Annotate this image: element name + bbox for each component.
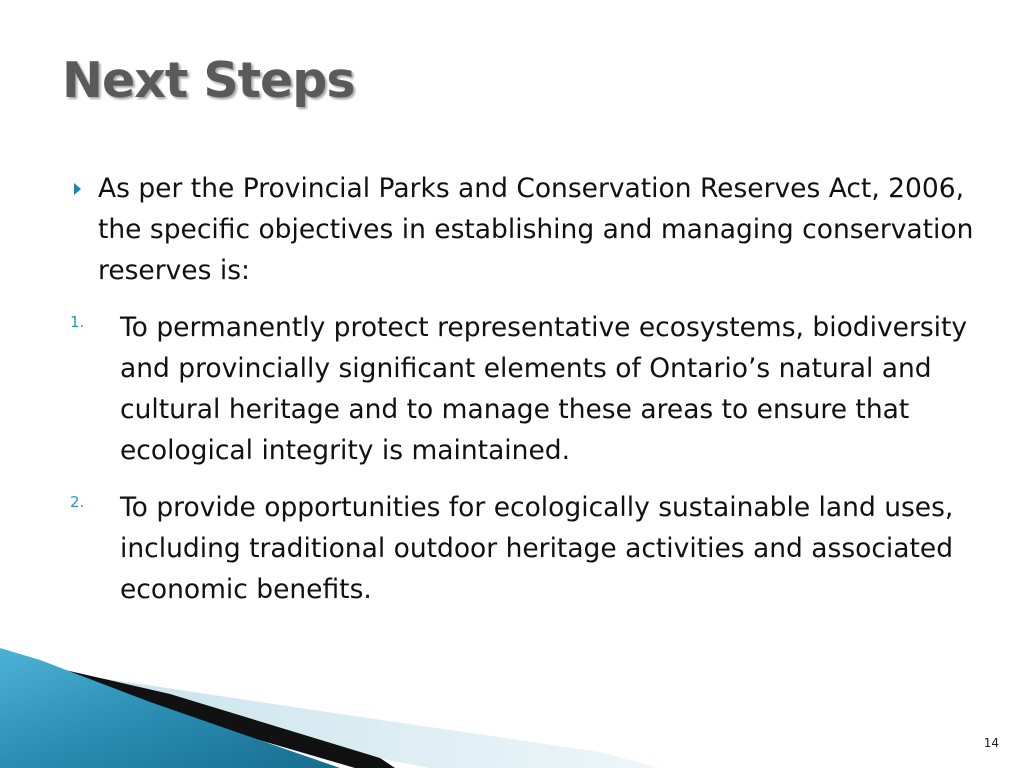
wave-blue-band bbox=[0, 648, 340, 768]
numbered-item-1-marker: 1. bbox=[70, 313, 85, 331]
numbered-item-1-text: To permanently protect representative ecosystems, biodiversity and provincially significant elements of Ontario’s natural and cultural heritage and to manage these areas to ensure that ecological integrity is maintained. bbox=[120, 312, 968, 466]
numbered-item-2-marker: 2. bbox=[70, 493, 85, 511]
bullet-arrow-icon bbox=[74, 183, 81, 195]
intro-bullet-text: As per the Provincial Parks and Conservation Reserves Act, 2006, the specific objectives in establishing and managing conservation reserves is: bbox=[98, 173, 974, 286]
intro-bullet bbox=[62, 168, 1012, 291]
wave-light-band bbox=[60, 672, 660, 768]
numbered-item-1 bbox=[62, 307, 1012, 471]
wave-black-band bbox=[30, 662, 395, 768]
slide-page-number: 14 bbox=[983, 736, 999, 750]
slide-title: Next Steps bbox=[62, 52, 355, 109]
numbered-item-2-text: To provide opportunities for ecologically sustainable land uses, including traditional outdoor heritage activities and associated economic benefits. bbox=[120, 492, 954, 605]
numbered-item-2 bbox=[62, 487, 1012, 610]
slide-body bbox=[62, 168, 1012, 626]
